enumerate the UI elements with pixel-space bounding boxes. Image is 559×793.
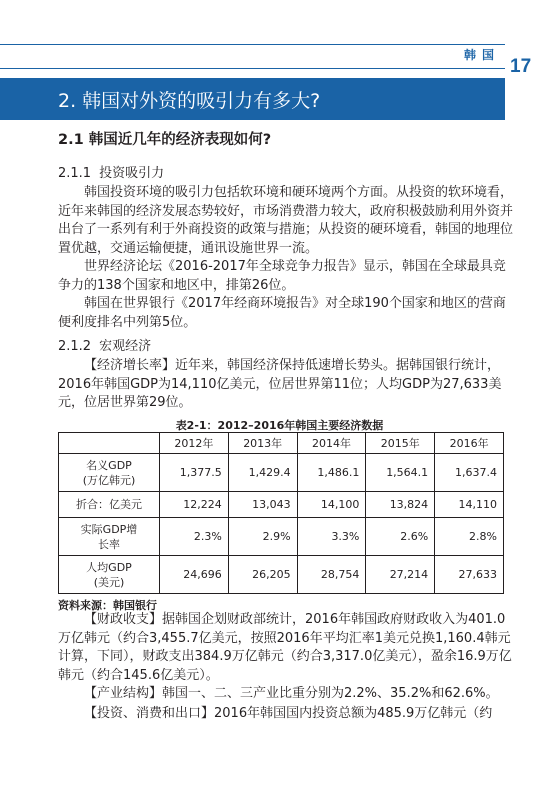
paragraph-fiscal-balance: 【财政收支】据韩国企划财政部统计，2016年韩国政府财政收入为401.0万亿韩元（约合3,455.7亿美元，按照2016年平均汇率1美元兑换1,160.4韩元计算，下同），财政支出384.9万亿韩元（约合3,317.0亿美元），盈余16.9万亿韩元（约合145.6亿美元）。 (58, 612, 512, 683)
table-cell: 13,043 (228, 492, 297, 518)
table-cell: 1,637.4 (435, 454, 504, 492)
table-cell: 26,205 (228, 556, 297, 594)
year-header: 2013年 (228, 433, 297, 454)
table-row (59, 518, 504, 556)
row-label: 实际GDP增 长率 (59, 518, 160, 556)
section-2-1-2-heading (58, 335, 151, 354)
table-cell: 12,224 (160, 492, 229, 518)
table-row (59, 492, 504, 518)
table-cell: 2.3% (160, 518, 229, 556)
table-cell: 1,486.1 (297, 454, 366, 492)
table-cell: 27,633 (435, 556, 504, 594)
paragraph-competitiveness-ranking: 世界经济论坛《2016-2017年全球竞争力报告》显示，韩国在全球最具竞争力的138个国家和地区中，排第26位。 (58, 259, 506, 293)
chapter-title-bar (0, 78, 505, 120)
table-row (59, 454, 504, 492)
table-cell: 14,110 (435, 492, 504, 518)
section-2-1-1-number: 2.1.1 (58, 166, 92, 181)
table-cell: 24,696 (160, 556, 229, 594)
running-header-country: 韩国 (464, 48, 501, 62)
paragraph-growth-rate: 【经济增长率】近年来，韩国经济保持低速增长势头。据韩国银行统计，2016年韩国GDP为14,110亿美元，位居世界第11位；人均GDP为27,633美元，位居世界第29位。 (58, 358, 502, 410)
year-header: 2015年 (366, 433, 435, 454)
table-caption: 表2-1：2012–2016年韩国主要经济数据 (175, 419, 384, 432)
paragraph-investment-environment: 韩国投资环境的吸引力包括软环境和硬环境两个方面。从投资的软环境看，近年来韩国的经济发展态势较好，市场消费潜力较大，政府积极鼓励利用外资并出台了一系列有利于外商投资的政策与措施；从投资的硬环境看，韩国的地理位置优越，交通运输便捷，通讯设施世界一流。 (58, 185, 514, 256)
row-label: 人均GDP (美元) (59, 556, 160, 594)
table-cell: 2.8% (435, 518, 504, 556)
header-top-rule (0, 44, 505, 45)
chapter-title: 2. 韩国对外资的吸引力有多大? (58, 90, 321, 112)
table-cell: 2.9% (228, 518, 297, 556)
table-cell: 1,564.1 (366, 454, 435, 492)
year-header: 2014年 (297, 433, 366, 454)
section-2-1-title: 韩国近几年的经济表现如何? (88, 132, 272, 148)
paragraph-business-ranking: 韩国在世界银行《2017年经商环境报告》对全球190个国家和地区的营商便利度排名中列第5位。 (58, 296, 506, 330)
paragraph-investment-consumption-export: 【投资、消费和出口】2016年韩国国内投资总额为485.9万亿韩元（约 (84, 706, 493, 721)
table-cell: 3.3% (297, 518, 366, 556)
table-cell: 14,100 (297, 492, 366, 518)
table-corner-cell (59, 433, 160, 454)
section-2-1-number: 2.1 (58, 132, 84, 148)
paragraph-industry-structure: 【产业结构】韩国一、二、三产业比重分别为2.2%、35.2%和62.6%。 (84, 686, 499, 701)
row-label: 名义GDP (万亿韩元) (59, 454, 160, 492)
table-cell: 1,377.5 (160, 454, 229, 492)
year-header: 2016年 (435, 433, 504, 454)
table-cell: 2.6% (366, 518, 435, 556)
section-2-1-1-title: 投资吸引力 (99, 166, 165, 181)
table-cell: 13,824 (366, 492, 435, 518)
row-label: 折合：亿美元 (59, 492, 160, 518)
section-2-1-heading (58, 128, 271, 149)
year-header: 2012年 (160, 433, 229, 454)
table-cell: 1,429.4 (228, 454, 297, 492)
page-number: 17 (510, 56, 532, 77)
table-row (59, 556, 504, 594)
economic-data-table (58, 432, 504, 594)
table-header-row (59, 433, 504, 454)
table-cell: 27,214 (366, 556, 435, 594)
table-cell: 28,754 (297, 556, 366, 594)
section-2-1-2-number: 2.1.2 (58, 339, 92, 354)
section-2-1-2-title: 宏观经济 (99, 339, 152, 354)
header-bottom-rule (0, 68, 505, 69)
table-source-note: 资料来源：韩国银行 (58, 599, 157, 612)
section-2-1-1-heading (58, 162, 164, 181)
